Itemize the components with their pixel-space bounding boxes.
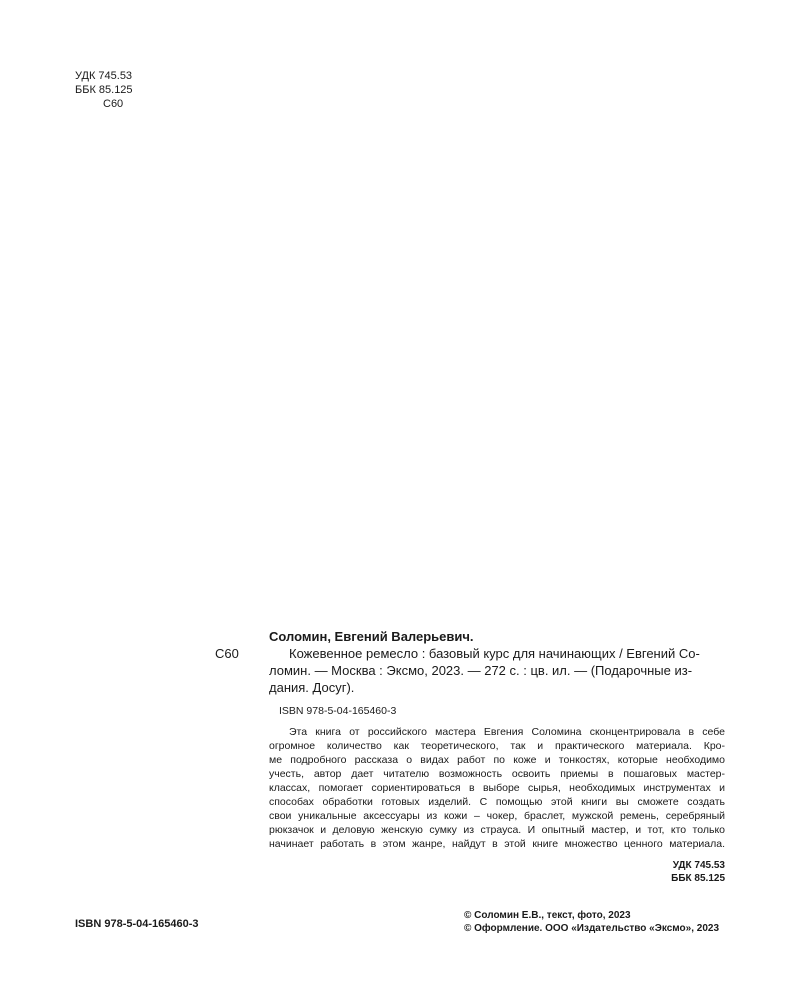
author-sign: С60 xyxy=(103,98,124,110)
annotation-line: учесть, автор дает читателю возможность освоить приемы в пошаговых мастер- xyxy=(269,768,725,780)
card-udk-code: УДК 745.53 xyxy=(672,860,725,871)
annotation xyxy=(269,725,725,851)
card-bbk-code: ББК 85.125 xyxy=(671,873,725,884)
classification-codes-top xyxy=(75,69,133,111)
annotation-line: свои уникальные аксессуары из кожи – чокер, браслет, мужской ремень, серебряный xyxy=(269,810,725,822)
annotation-line: начинает работать в этом жанре, найдут в этой книге множество ценного материала. xyxy=(269,838,725,850)
card-author-sign: С60 xyxy=(215,646,239,661)
annotation-line: рюкзачок и деловую женскую сумку из страуса. И опытный мастер, и тот, кто только xyxy=(269,824,725,836)
catalog-card xyxy=(215,628,725,885)
annotation-line: Эта книга от российского мастера Евгения Соломина сконцентрировала в себе xyxy=(289,726,725,738)
bbk-code: ББК 85.125 xyxy=(75,84,133,96)
description-line: ломин. — Москва : Эксмо, 2023. — 272 с. : цв. ил. — (Подарочные из- xyxy=(269,663,693,678)
isbn-bottom: ISBN 978-5-04-165460-3 xyxy=(75,918,199,930)
description-line: дания. Досуг). xyxy=(269,680,355,695)
author-heading: Соломин, Евгений Валерьевич. xyxy=(269,629,474,644)
annotation-line: классах, помогает сориентироваться в выборе сырья, необходимых инструментах и xyxy=(269,782,725,794)
copyright-design: © Оформление. ООО «Издательство «Эксмо», 2023 xyxy=(464,923,720,934)
annotation-line: способах обработки готовых изделий. С помощью этой книги вы сможете создать xyxy=(269,796,725,808)
annotation-line: огромное количество как теоретического, так и практического материала. Кро- xyxy=(269,740,725,752)
annotation-line: ме подробного рассказа о видах работ по коже и тонкостях, которые необходимо xyxy=(269,754,725,766)
card-isbn: ISBN 978-5-04-165460-3 xyxy=(279,705,397,717)
copyright-text: © Соломин Е.В., текст, фото, 2023 xyxy=(464,910,631,921)
bibliographic-record xyxy=(269,628,725,696)
udk-code: УДК 745.53 xyxy=(75,70,133,82)
description-line: Кожевенное ремесло : базовый курс для начинающих / Евгений Со- xyxy=(289,646,700,661)
classification-codes-card xyxy=(215,859,725,885)
copyright-block xyxy=(464,909,719,935)
